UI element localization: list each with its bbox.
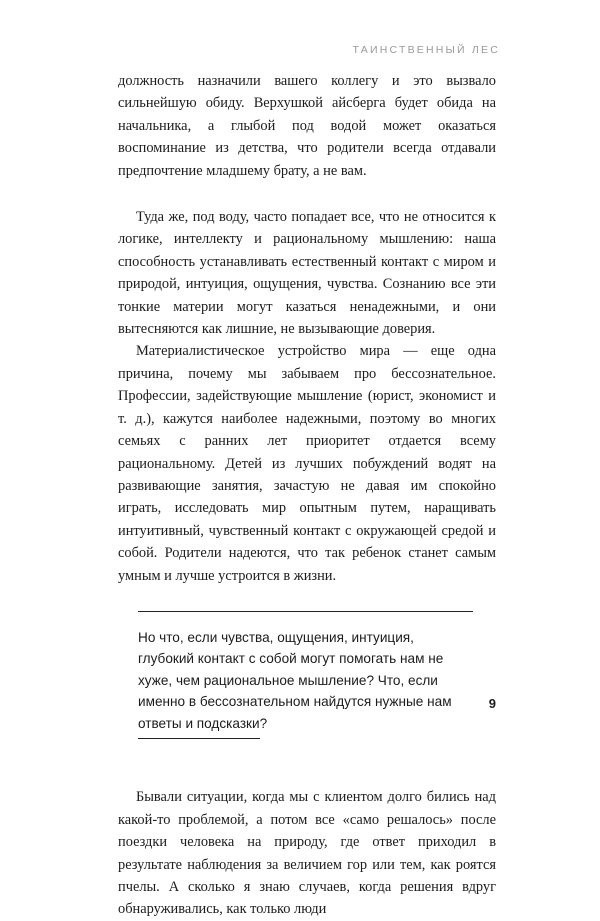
running-head: ТАИНСТВЕННЫЙ ЛЕС <box>352 44 500 56</box>
paragraph-materialism: Материалистическое устройство мира — еще одна причина, почему мы забываем про бессознательное. Профессии, задействующие мышление (юрист, экономист и т. д.), кажутся наиболее надежными, поэтому во многих семьях с ранних лет приоритет отдается всему рациональному. Детей из лучших побуждений водят на развивающие занятия, зачастую не давая им спокойно играть, исследовать мир опытным путем, наращивать интуитивный, чувственный контакт с окружающей средой и собой. Родители надеются, что так ребенок станет самым умным и лучше устроится в жизни. <box>118 343 496 584</box>
body-text <box>118 70 496 921</box>
paragraph-subconscious: Туда же, под воду, часто попадает все, что не относится к логике, интеллекту и рациональному мышлению: наша способность устанавливать естественный контакт с миром и природой, интуиция, ощущения, чувства. Сознанию все эти тонкие материи могут казаться ненадежными, и они вытесняются как лишние, не вызывающие доверия. <box>118 209 496 338</box>
pull-quote-block <box>118 611 496 753</box>
pull-quote <box>138 611 473 753</box>
page-number: 9 <box>488 696 496 711</box>
paragraph-continuation: должность назначили вашего коллегу и это вызвало сильнейшую обиду. Верхушкой айсберга будет обида на начальника, а глыбой под водой может оказаться воспоминание из детства, что родители всегда отдавали предпочтение младшему брату, а не вам. <box>118 73 496 179</box>
pull-quote-text: Но что, если чувства, ощущения, интуиция, глубокий контакт с собой могут помогать нам не хуже, чем рациональное мышление? Что, если именно в бессознательном найдутся нужные нам ответы и подсказки? <box>138 629 452 731</box>
pull-quote-bottom-rule <box>138 738 260 739</box>
paragraph-closing: Бывали ситуации, когда мы с клиентом долго бились над какой-то проблемой, а потом все «само решалось» после поездки человека на природу, где ответ приходил в результате наблюдения за величием гор или тем, как роятся пчелы. А сколько я знаю случаев, когда решения вдруг обнаруживались, как только люди <box>118 789 496 918</box>
